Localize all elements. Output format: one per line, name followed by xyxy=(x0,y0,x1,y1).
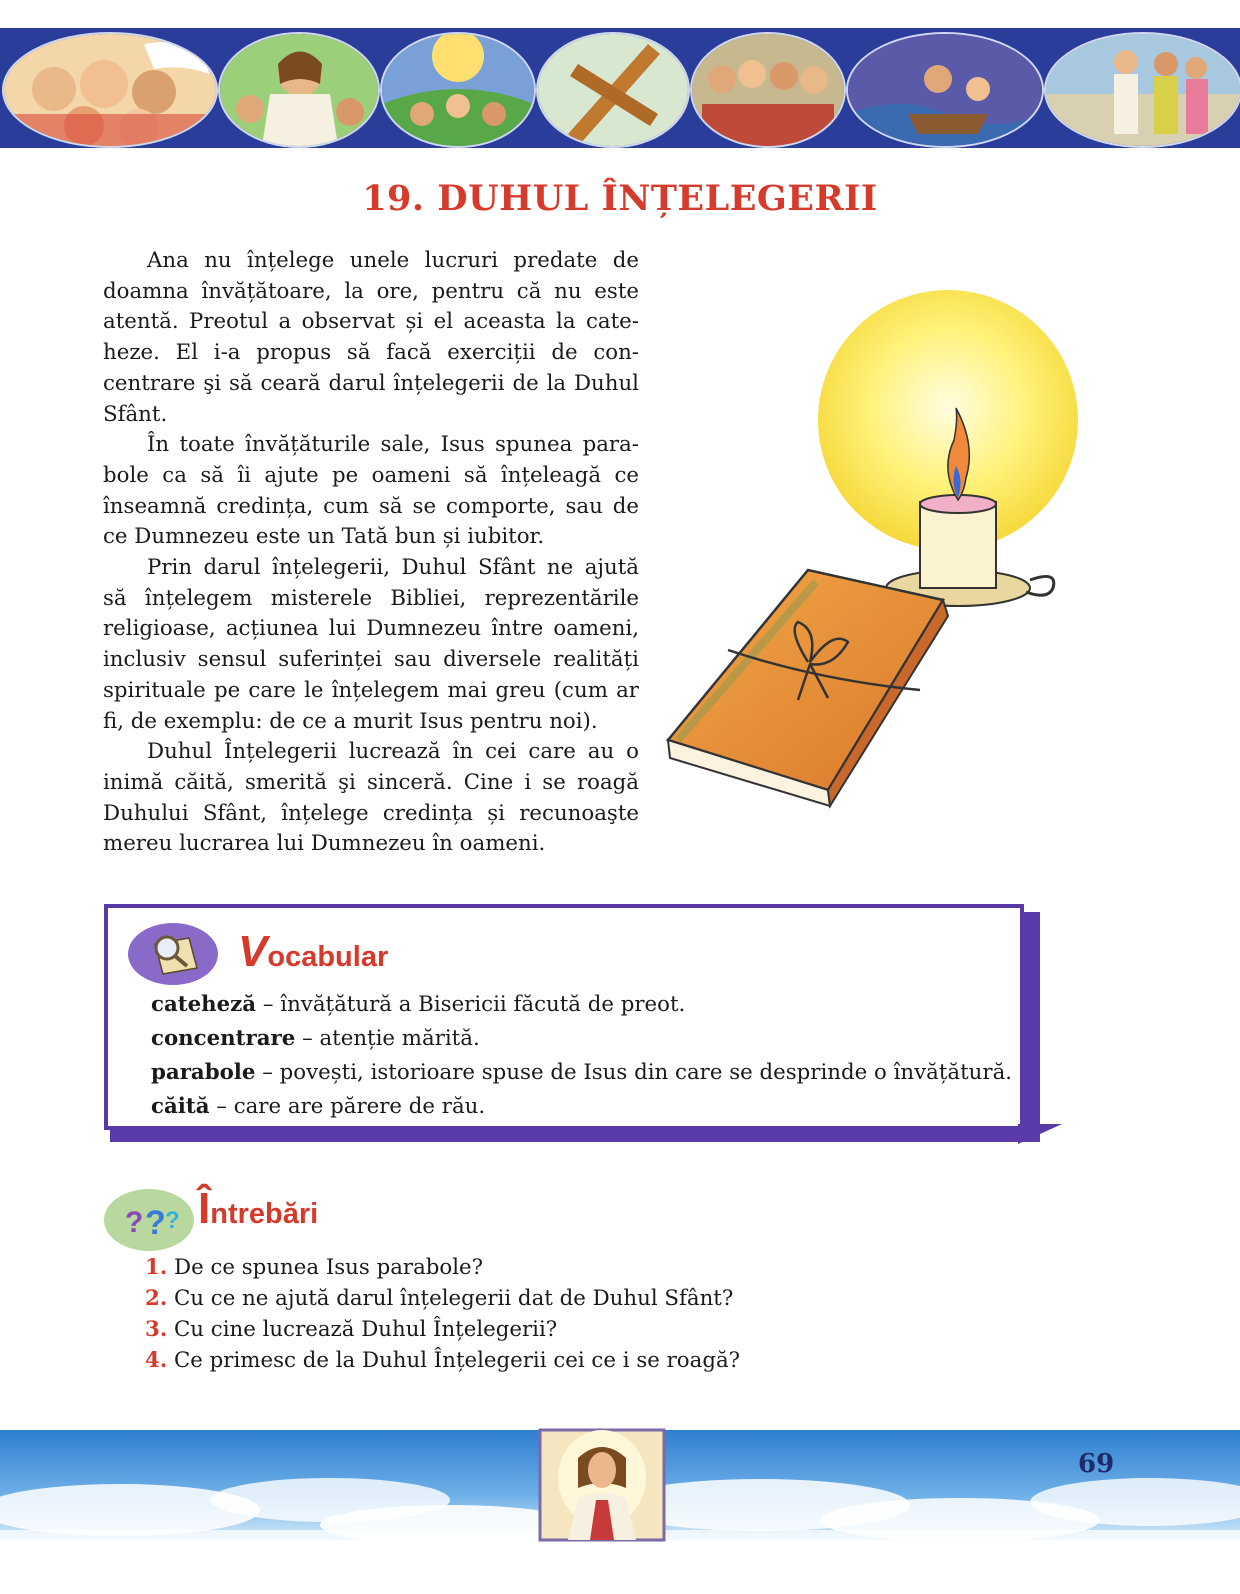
lesson-text xyxy=(103,246,639,860)
svg-text:?: ? xyxy=(165,1207,180,1234)
candle-bible-icon xyxy=(658,270,1098,820)
question-marks-icon xyxy=(103,1188,195,1252)
vocabulary-entry: concentrare – atenție mărită. xyxy=(151,1026,480,1051)
vocabulary-heading: Vocabular xyxy=(238,927,389,976)
vocabulary-entry: parabole – povești, istorioare spuse de Isus din care se desprinde o învățătură. xyxy=(151,1060,1013,1085)
svg-text:?: ? xyxy=(125,1206,144,1239)
magnifier-book-icon xyxy=(127,922,219,986)
paragraph: Prin darul înțelegerii, Duhul Sfânt ne ajută să înțelegem misterele Bibliei, reprezentările religioase, acțiunea lui Dumnezeu între oameni, inclusiv sensul suferinței sau diversele realități spirituale pe care le înțelegem mai greu (cum ar fi, de exemplu: de ce a murit Isus pentru noi). xyxy=(103,555,639,734)
page-number: 69 xyxy=(1078,1449,1115,1479)
question-item: 2. Cu ce ne ajută darul înțelegerii dat de Duhul Sfânt? xyxy=(145,1286,734,1311)
question-item: 4. Ce primesc de la Duhul Înțelegerii cei ce i se roagă? xyxy=(145,1348,741,1373)
svg-text:?: ? xyxy=(145,1204,166,1242)
vocabulary-list xyxy=(151,988,1021,1124)
paragraph: Duhul Înțelegerii lucrează în cei care au o inimă căită, smerită şi sinceră. Cine i se roagă Duhului Sfânt, înțelege credința și recunoaşte mereu lucrarea lui Dumnezeu în oameni. xyxy=(103,739,639,857)
banner-image-jesus-icon xyxy=(218,32,380,148)
vocabulary-entry: căită – care are părere de rău. xyxy=(151,1094,486,1119)
banner-image-crowd-icon xyxy=(380,32,536,148)
page-title: 19. DUHUL ÎNȚELEGERII xyxy=(362,178,878,219)
banner-image-cross-icon xyxy=(536,32,690,148)
questions-heading: Întrebări xyxy=(198,1184,319,1233)
paragraph: Ana nu înțelege unele lucruri predate de doamna învățătoare, la ore, pentru că nu este atentă. Preotul a observat și el aceasta la cateheze. El i-a propus să facă exerciții de concentrare şi să ceară darul înțelegerii de la Duhul Sfânt. xyxy=(103,248,639,427)
banner-image-walking-icon xyxy=(1044,32,1240,148)
top-banner xyxy=(0,28,1240,148)
jesus-portrait-icon xyxy=(538,1428,666,1542)
banner-image-storm-icon xyxy=(846,32,1044,148)
question-item: 1. De ce spunea Isus parabole? xyxy=(145,1255,484,1280)
paragraph: În toate învățăturile sale, Isus spunea parabole ca să îi ajute pe oameni să înțeleagă ce înseamnă credința, cum să se comporte, sau de ce Dumnezeu este un Tată bun și iubitor. xyxy=(103,432,639,550)
banner-image-children-icon xyxy=(2,32,218,148)
questions-list xyxy=(145,1252,740,1376)
vocabulary-box-tail xyxy=(1018,1124,1062,1144)
banner-image-supper-icon xyxy=(690,32,846,148)
question-item: 3. Cu cine lucrează Duhul Înțelegerii? xyxy=(145,1317,558,1342)
vocabulary-entry: cateheză – învățătură a Bisericii făcută de preot. xyxy=(151,992,686,1017)
